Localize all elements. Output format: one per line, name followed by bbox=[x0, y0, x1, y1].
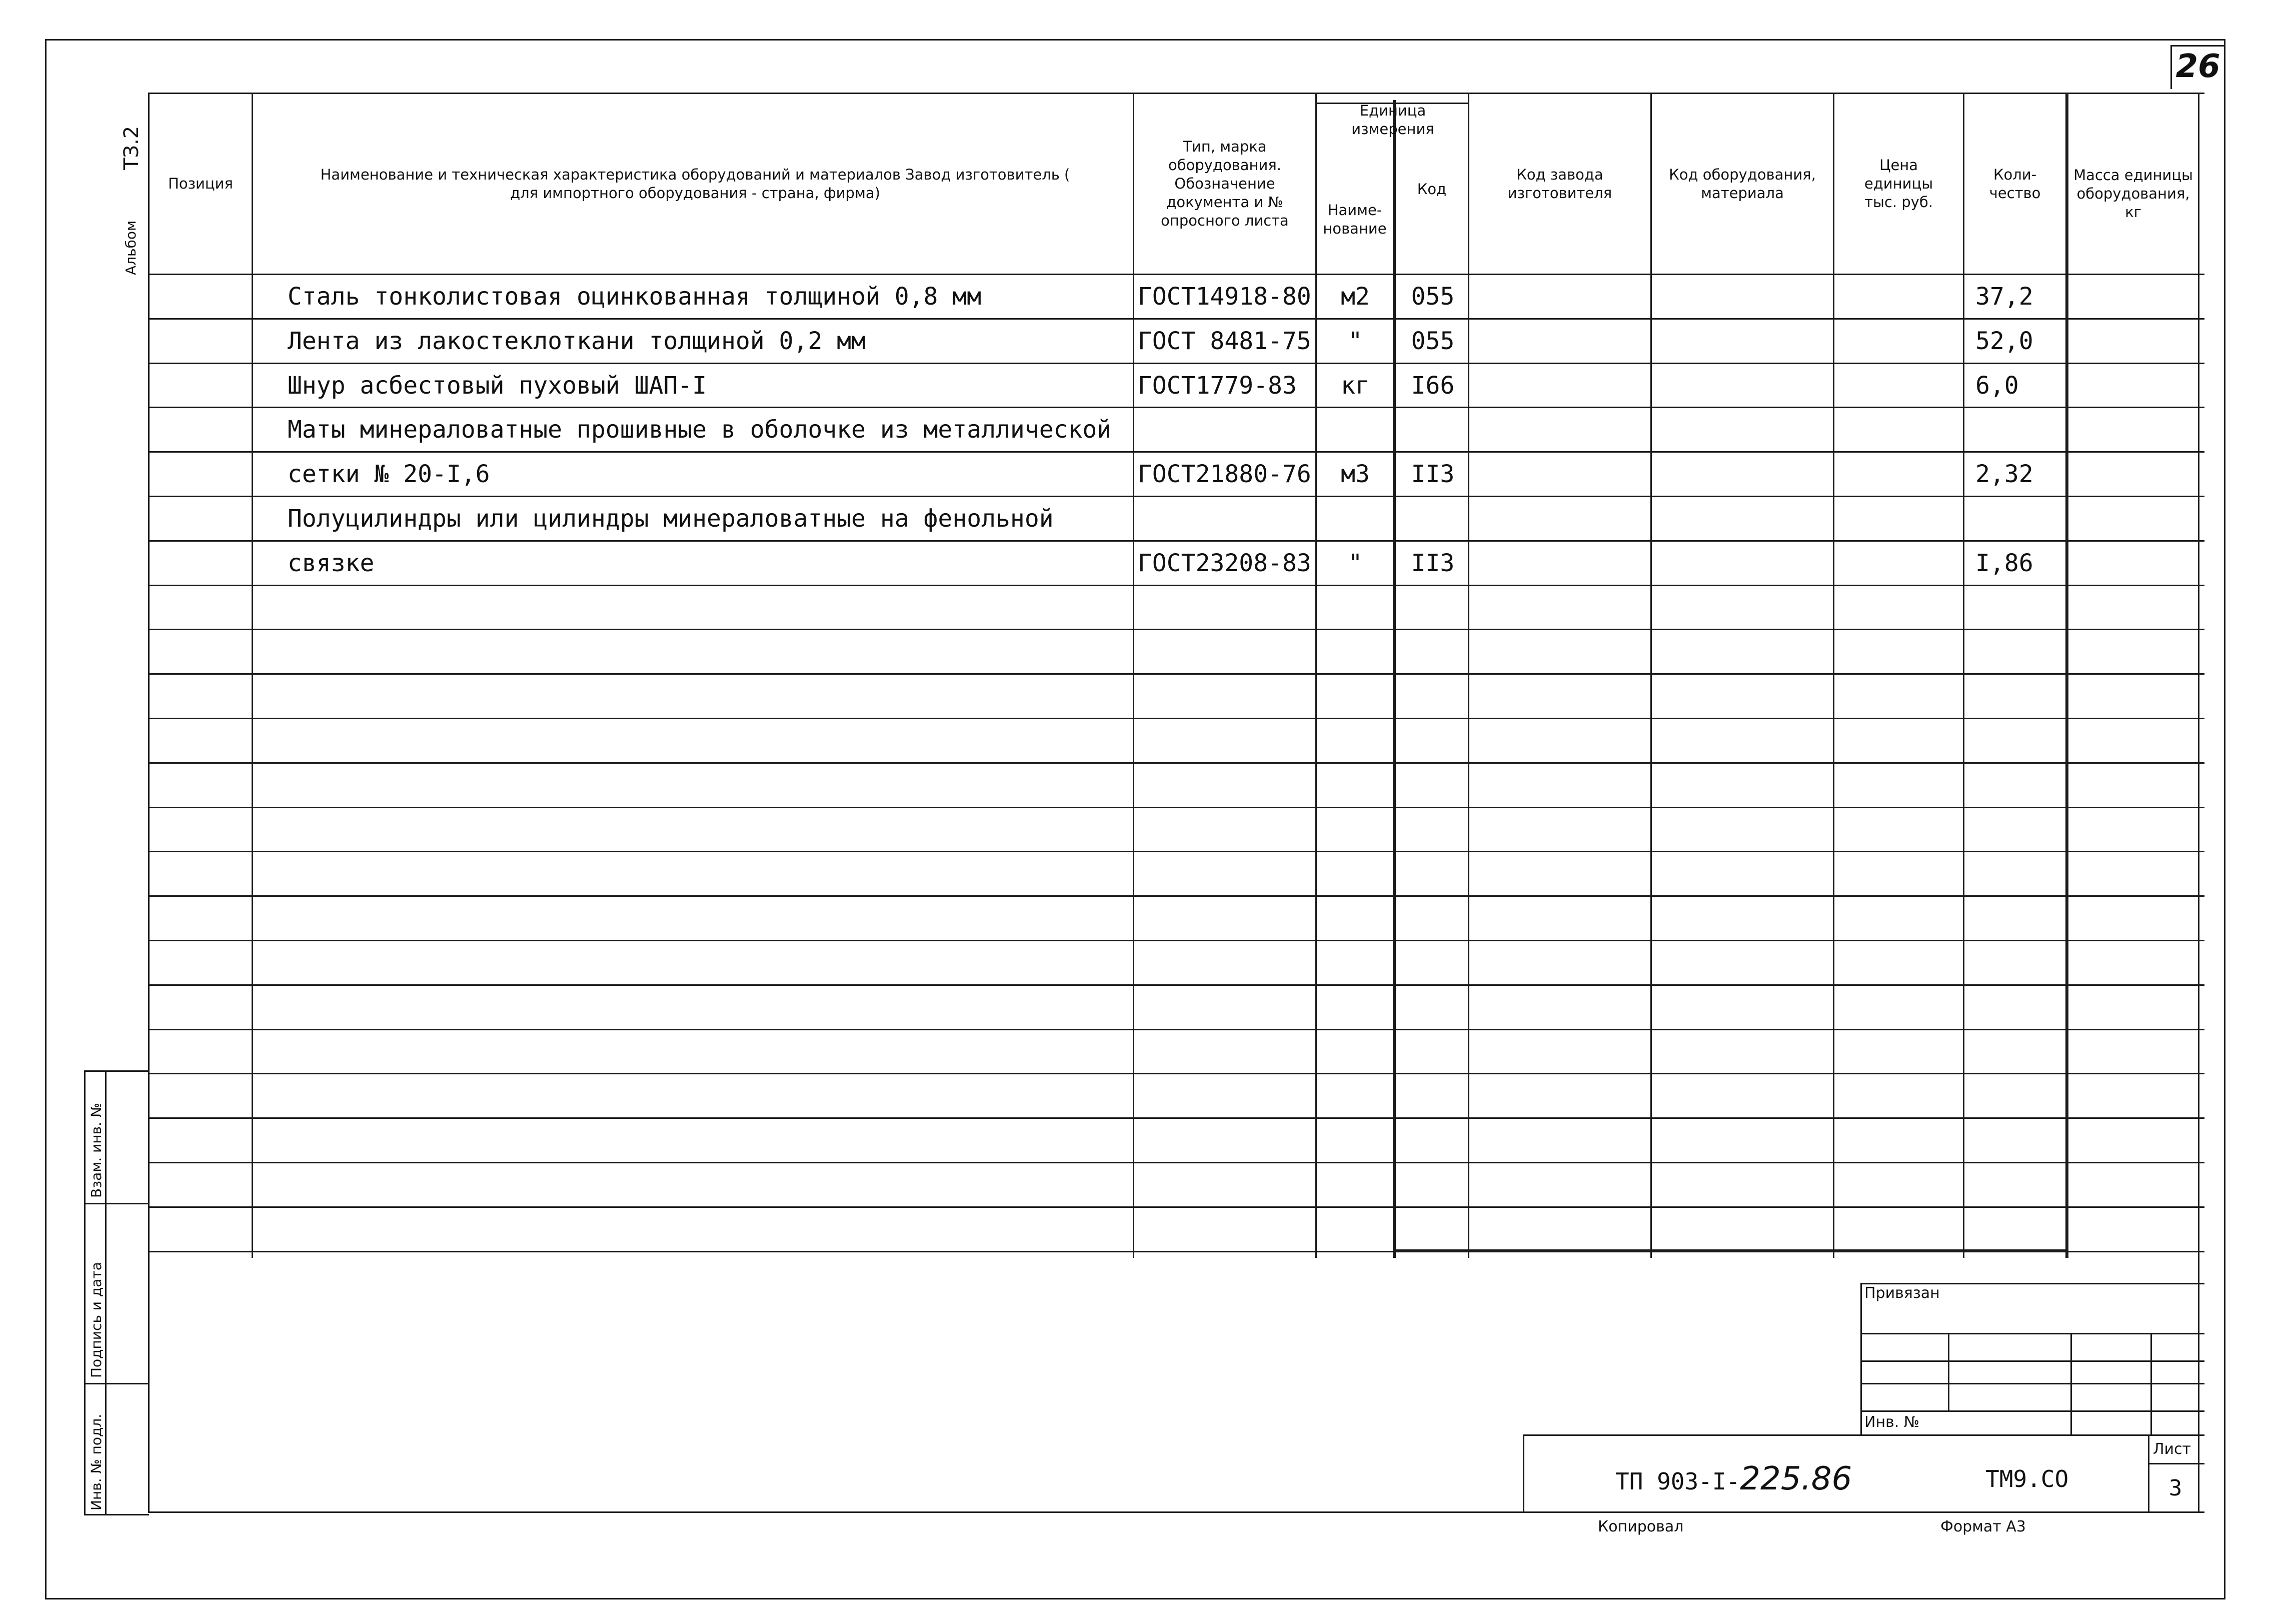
row-unit bbox=[1318, 408, 1392, 451]
vzam-inv-label: Взам. инв. № bbox=[88, 1102, 105, 1198]
album-number: ТЗ.2 bbox=[120, 126, 143, 170]
album-label: Альбом bbox=[123, 220, 139, 275]
col-border-left bbox=[148, 93, 150, 1513]
row-qty: 52,0 bbox=[1975, 327, 2033, 355]
header-position: Позиция bbox=[168, 175, 233, 192]
row-qty: I,86 bbox=[1975, 549, 2033, 577]
row-line bbox=[148, 1029, 2204, 1030]
row-doc: ГОСТ1779-83 bbox=[1138, 372, 1297, 400]
row-code: I66 bbox=[1411, 372, 1455, 400]
row-unit: " bbox=[1348, 327, 1363, 355]
row-name: Шнур асбестовый пуховый ШАП-I bbox=[288, 372, 707, 400]
header-plant-code: Код завода изготовителя bbox=[1507, 166, 1612, 202]
row-line bbox=[148, 851, 2204, 852]
header-equipment-code: Код оборудования, материала bbox=[1669, 166, 1816, 202]
header-unit-group-label: Единица измерения bbox=[1351, 102, 1434, 138]
row-unit: " bbox=[1348, 549, 1363, 577]
row-line bbox=[148, 1117, 2204, 1119]
header-mass: Масса единицы оборудования, кг bbox=[2073, 167, 2193, 221]
col-border-right bbox=[2198, 93, 2199, 1513]
row-qty bbox=[1975, 497, 2065, 540]
frame-right bbox=[2224, 39, 2225, 1599]
row-line bbox=[148, 1206, 2204, 1208]
sheet-label: Лист bbox=[2153, 1440, 2191, 1458]
header-price: Цена единицы тыс. руб. bbox=[1864, 157, 1933, 211]
header-unit-code: Код bbox=[1417, 180, 1447, 198]
frame-bottom bbox=[45, 1598, 2225, 1599]
row-unit: м2 bbox=[1341, 283, 1370, 311]
row-line bbox=[148, 629, 2204, 630]
row-line bbox=[148, 1251, 2204, 1252]
row-line bbox=[148, 1073, 2204, 1074]
header-quantity: Коли-чество bbox=[1989, 166, 2041, 202]
row-code: 055 bbox=[1411, 283, 1455, 311]
row-doc bbox=[1138, 497, 1313, 540]
table-bottom bbox=[148, 1511, 2204, 1513]
frame-top bbox=[45, 39, 2225, 41]
header-type: Тип, марка оборудования. Обозначение документа и № опросного листа bbox=[1161, 138, 1289, 229]
row-qty: 6,0 bbox=[1975, 372, 2019, 400]
row-line bbox=[148, 940, 2204, 941]
row-unit: кг bbox=[1341, 372, 1370, 400]
row-code: 055 bbox=[1411, 327, 1455, 355]
podpis-data-label: Подпись и дата bbox=[88, 1262, 105, 1378]
row-code: II3 bbox=[1411, 549, 1455, 577]
row-name: Маты минераловатные прошивные в оболочке из металлической bbox=[288, 416, 1112, 444]
row-line bbox=[148, 807, 2204, 808]
row-name: Полуцилиндры или цилиндры минераловатные на фенольной bbox=[288, 505, 1054, 533]
mark-code: ТМ9.СО bbox=[1985, 1465, 2069, 1492]
row-unit bbox=[1318, 497, 1392, 540]
row-line bbox=[148, 895, 2204, 897]
sheet-corner-number: 26 bbox=[2175, 48, 2220, 85]
row-name: Сталь тонколистовая оцинкованная толщиной 0,8 мм bbox=[288, 283, 982, 311]
inv-podl-label: Инв. № подл. bbox=[88, 1413, 105, 1510]
inv-no-label: Инв. № bbox=[1864, 1413, 1920, 1431]
row-line bbox=[148, 762, 2204, 764]
row-line bbox=[148, 585, 2204, 586]
row-code: II3 bbox=[1411, 460, 1455, 488]
row-qty: 2,32 bbox=[1975, 460, 2033, 488]
row-doc: ГОСТ14918-80 bbox=[1138, 283, 1311, 311]
row-qty: 37,2 bbox=[1975, 283, 2033, 311]
row-name: Лента из лакостеклоткани толщиной 0,2 мм bbox=[288, 327, 866, 355]
sheet-number: 3 bbox=[2168, 1475, 2182, 1501]
row-line bbox=[148, 673, 2204, 675]
frame-left bbox=[45, 39, 47, 1599]
row-doc: ГОСТ23208-83 bbox=[1138, 549, 1311, 577]
kopiroval-label: Копировал bbox=[1598, 1518, 1684, 1535]
header-unit-name: Наиме-нование bbox=[1323, 201, 1387, 237]
row-code bbox=[1398, 497, 1468, 540]
row-doc: ГОСТ21880-76 bbox=[1138, 460, 1311, 488]
row-line bbox=[148, 1162, 2204, 1163]
privyazan-label: Привязан bbox=[1864, 1284, 1940, 1302]
row-code bbox=[1398, 408, 1468, 451]
format-label: Формат А3 bbox=[1940, 1518, 2026, 1535]
row-line bbox=[148, 984, 2204, 986]
row-line bbox=[148, 718, 2204, 719]
header-name: Наименование и техническая характеристика оборудований и материалов Завод изготовитель ( для импортного оборудования - страна, фирма) bbox=[320, 166, 1070, 202]
doc-code: ТП 903-I-225.86 bbox=[1615, 1460, 1852, 1497]
row-qty bbox=[1975, 408, 2065, 451]
row-unit: м3 bbox=[1341, 460, 1370, 488]
row-doc bbox=[1138, 408, 1313, 451]
row-name: сетки № 20-I,6 bbox=[288, 460, 490, 488]
row-name: связке bbox=[288, 549, 375, 577]
row-doc: ГОСТ 8481-75 bbox=[1138, 327, 1311, 355]
